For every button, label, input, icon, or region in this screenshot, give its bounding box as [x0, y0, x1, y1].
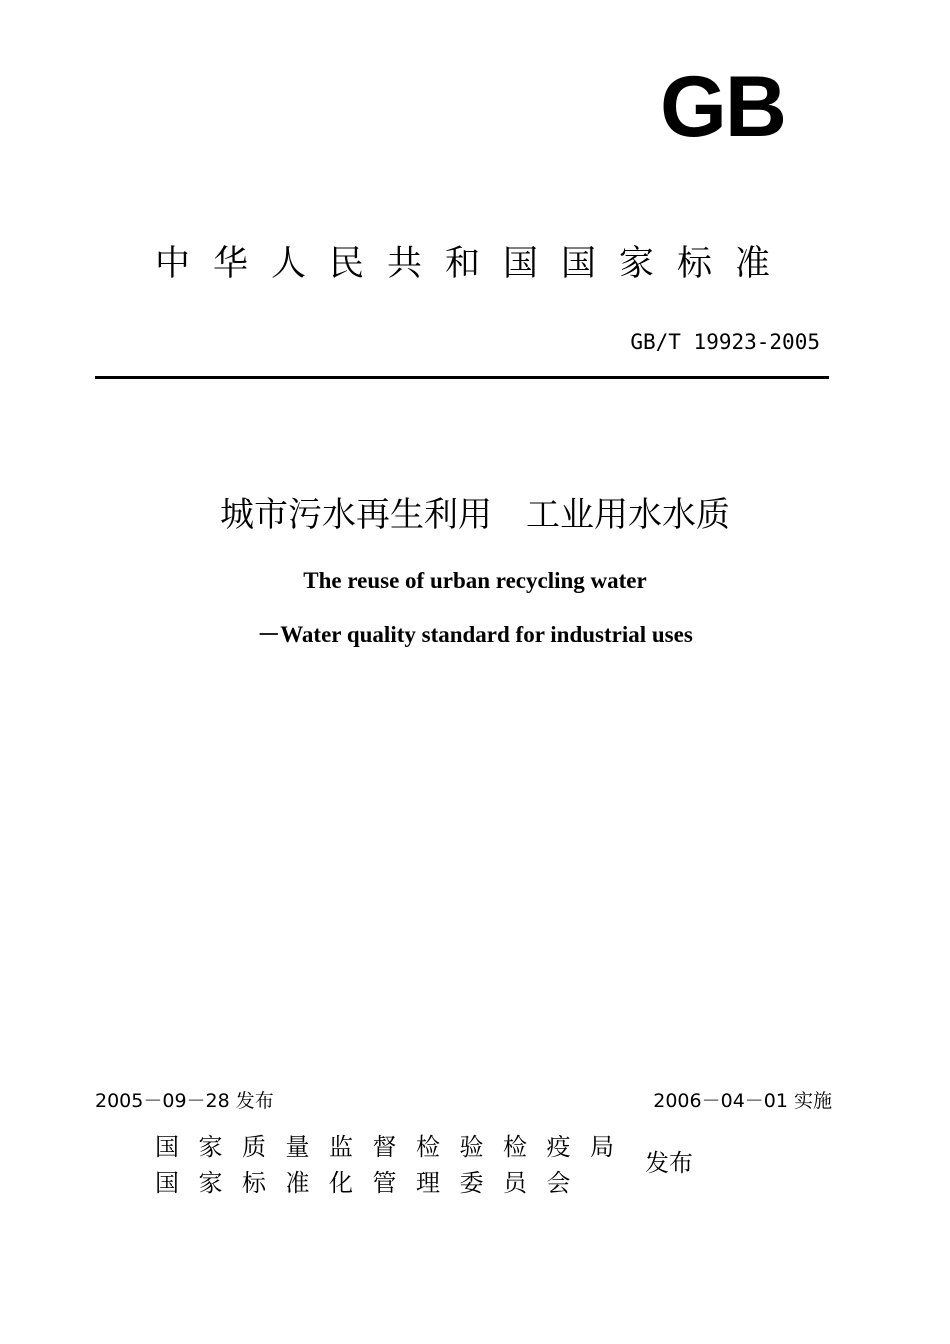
document-title-en-line2: －Water quality standard for industrial uses: [257, 622, 693, 647]
header-divider: [95, 376, 829, 379]
issuer-release-label: 发布: [645, 1149, 693, 1177]
document-title-cn: 城市污水再生利用 工业用水水质: [220, 495, 730, 535]
issuer-aqsiq: 国家质量监督检验检疫局: [155, 1133, 634, 1161]
implementation-date: 2006－04－01 实施: [653, 1090, 832, 1112]
standard-number: GB/T 19923-2005: [630, 330, 820, 354]
gb-logo: GB: [660, 59, 785, 155]
issue-date: 2005－09－28 发布: [95, 1090, 274, 1112]
issuer-sac: 国家标准化管理委员会: [155, 1169, 590, 1197]
document-title-en-line1: The reuse of urban recycling water: [303, 568, 647, 593]
national-standard-heading: 中华人民共和国国家标准: [154, 244, 793, 284]
